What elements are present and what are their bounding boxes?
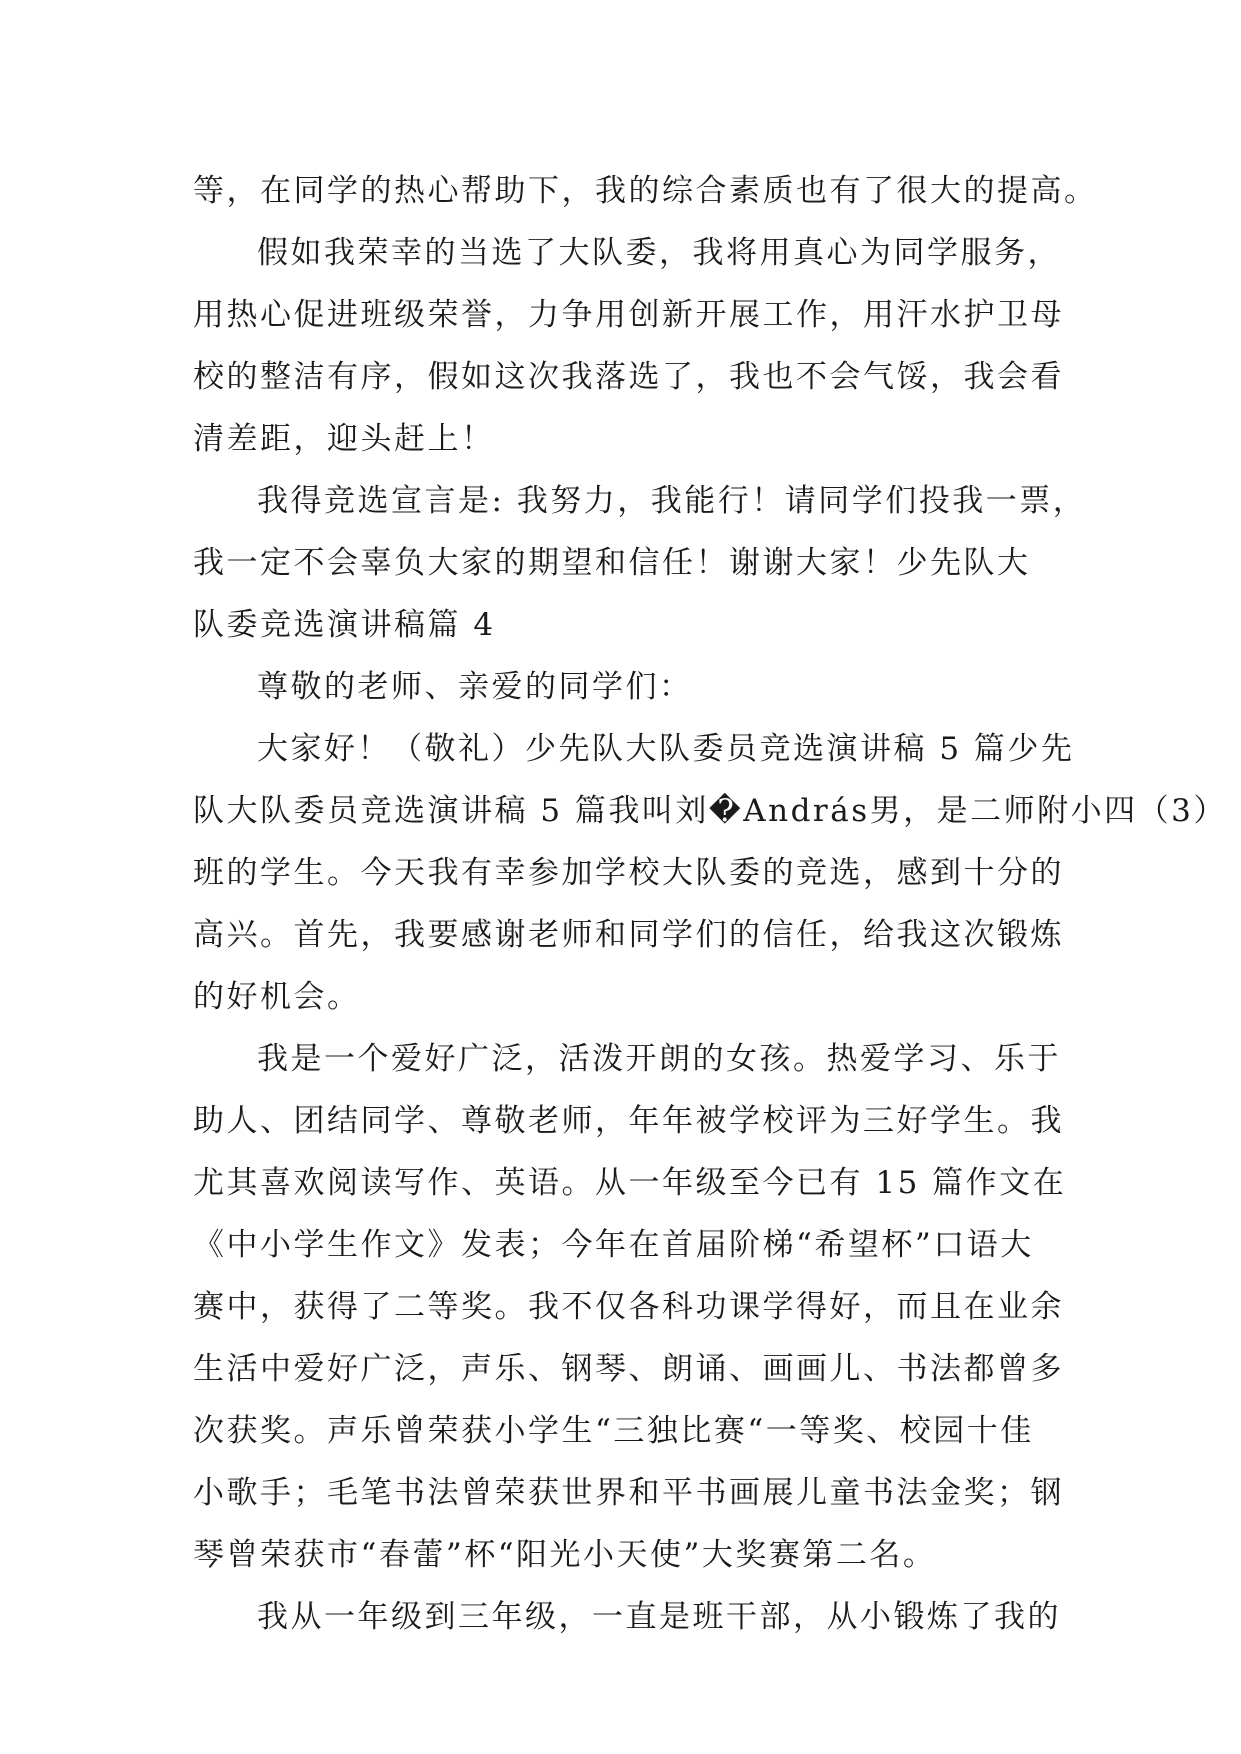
text-line: 次获奖。声乐曾荣获小学生“三独比赛“一等奖、校园十佳: [193, 1413, 1034, 1449]
text-line: 生活中爱好广泛，声乐、钢琴、朗诵、画画儿、书法都曾多: [193, 1351, 1064, 1387]
text-line: 《中小学生作文》发表；今年在首届阶梯“希望杯”口语大: [193, 1227, 1034, 1263]
paragraph: [193, 718, 1227, 1028]
text-line: 尤其喜欢阅读写作、英语。从一年级至今已有 15 篇作文在: [193, 1165, 1067, 1201]
text-line: 琴曾荣获市“春蕾”杯“阳光小天使”大奖赛第二名。: [193, 1537, 937, 1573]
text-line: 大家好！（敬礼）少先队大队委员竞选演讲稿 5 篇少先: [257, 731, 1075, 767]
text-line: 校的整洁有序，假如这次我落选了，我也不会气馁，我会看: [193, 359, 1064, 395]
text-line: 尊敬的老师、亲爱的同学们：: [257, 669, 693, 705]
text-line: 我得竞选宣言是: 我努力，我能行！请同学们投我一票，: [257, 483, 1087, 519]
text-line: 赛中，获得了二等奖。我不仅各科功课学得好，而且在业余: [193, 1289, 1064, 1325]
text-line: 等，在同学的热心帮助下，我的综合素质也有了很大的提高。: [193, 173, 1098, 209]
text-line: 队委竞选演讲稿篇 4: [193, 607, 496, 643]
paragraph: [193, 1028, 1067, 1586]
text-line: 我从一年级到三年级，一直是班干部，从小锻炼了我的: [257, 1599, 1061, 1635]
text-line: 队大队委员竞选演讲稿 5 篇我叫刘�András男，是二师附小四（3）: [193, 793, 1227, 829]
text-line: 小歌手；毛笔书法曾荣获世界和平书画展儿童书法金奖；钢: [193, 1475, 1064, 1511]
text-line: 假如我荣幸的当选了大队委，我将用真心为同学服务，: [257, 235, 1061, 271]
document-body: [193, 160, 1227, 1648]
text-line: 助人、团结同学、尊敬老师，年年被学校评为三好学生。我: [193, 1103, 1064, 1139]
paragraph: [193, 160, 1098, 222]
paragraph: [193, 1586, 1061, 1648]
paragraph: [193, 470, 1087, 656]
text-line: 我是一个爱好广泛，活泼开朗的女孩。热爱学习、乐于: [257, 1041, 1061, 1077]
text-line: 用热心促进班级荣誉，力争用创新开展工作，用汗水护卫母: [193, 297, 1064, 333]
text-line: 我一定不会辜负大家的期望和信任！谢谢大家！少先队大: [193, 545, 1031, 581]
paragraph: [193, 222, 1064, 470]
text-line: 的好机会。: [193, 979, 361, 1015]
text-line: 班的学生。今天我有幸参加学校大队委的竞选，感到十分的: [193, 855, 1064, 891]
text-line: 清差距，迎头赶上！: [193, 421, 495, 457]
paragraph: [193, 656, 1053, 718]
text-line: 高兴。首先，我要感谢老师和同学们的信任，给我这次锻炼: [193, 917, 1064, 953]
